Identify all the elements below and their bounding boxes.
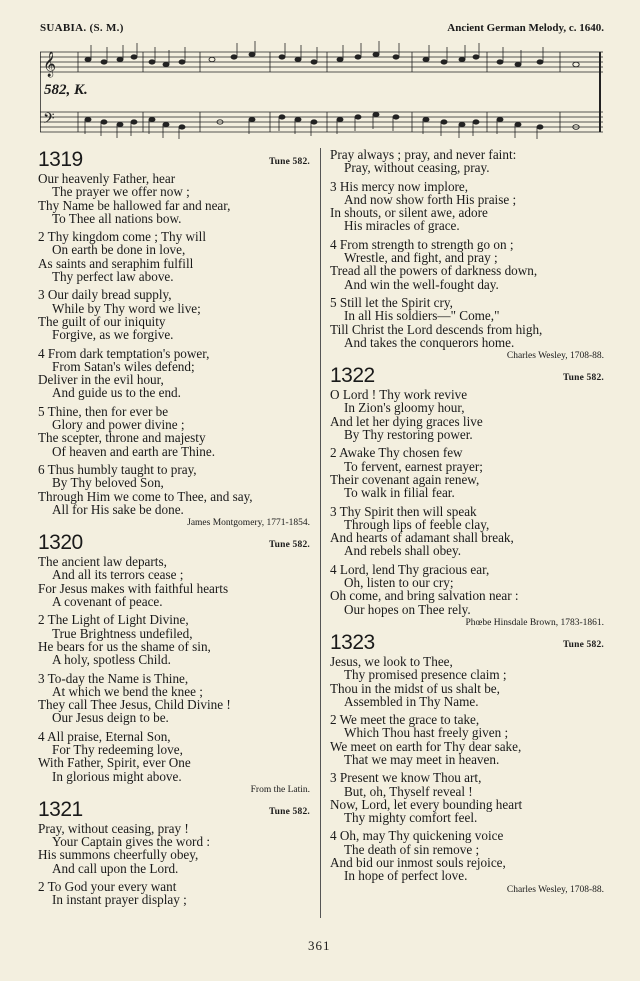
verse-line: Thy promised presence claim ; <box>344 667 507 683</box>
hymn-header <box>38 531 310 555</box>
verse-line: In shouts, or silent awe, adore <box>330 205 488 221</box>
verse-line: In hope of perfect love. <box>344 868 468 884</box>
verse-line: Through lips of feeble clay, <box>344 516 490 532</box>
verse-line: Forgive, as we forgive. <box>52 327 174 343</box>
verse-line: A covenant of peace. <box>52 594 163 610</box>
stanza <box>38 288 310 341</box>
verse-line: 4 From dark temptation's power, <box>38 345 210 361</box>
verse-line: 5 Thine, then for ever be <box>38 403 169 419</box>
verse-line: A holy, spotless Child. <box>52 652 171 668</box>
verse-line: 4 Oh, may Thy quickening voice <box>330 828 504 844</box>
verse-line: His miracles of grace. <box>344 218 460 234</box>
verse-line: For Jesus makes with faithful hearts <box>38 580 229 596</box>
verse-line: The scepter, throne and majesty <box>38 430 206 446</box>
verse-line: In all His soldiers—" Come," <box>344 308 500 324</box>
stanza <box>38 463 310 516</box>
tune-reference: Tune 582. <box>268 157 310 167</box>
stanza <box>330 388 604 441</box>
verse-line: 3 Our daily bread supply, <box>38 287 172 303</box>
verse-line: Your Captain gives the word : <box>52 834 210 850</box>
verse-line: We meet on earth for Thy dear sake, <box>330 738 522 754</box>
verse-line: As saints and seraphim fulfill <box>38 255 194 271</box>
stanza <box>330 446 604 499</box>
verse-line: Of heaven and earth are Thine. <box>52 443 216 459</box>
column-divider <box>320 148 321 918</box>
composer-credit: Ancient German Melody, c. 1640. <box>447 22 604 34</box>
verse-line: Our hopes on Thee rely. <box>344 601 471 617</box>
verse-line: To fervent, earnest prayer; <box>344 458 483 474</box>
verse-line: The guilt of our iniquity <box>38 313 166 329</box>
verse-line: For Thy redeeming love, <box>52 741 183 757</box>
stanza <box>330 180 604 233</box>
attribution: Charles Wesley, 1708-88. <box>506 884 604 895</box>
verse-line: 4 From strength to strength go on ; <box>330 236 514 252</box>
verse-line: Pray, without ceasing, pray. <box>344 160 490 176</box>
hymn-number: 1319 <box>38 148 83 171</box>
stanza <box>330 771 604 824</box>
verse-line: At which we bend the knee ; <box>52 683 203 699</box>
verse-line: Which Thou hast freely given ; <box>344 725 509 741</box>
verse-line: And win the well-fought day. <box>344 276 499 292</box>
stanza <box>330 713 604 766</box>
stanza <box>38 613 310 666</box>
verse-line: 3 Thy Spirit then will speak <box>330 503 477 519</box>
verse-line: They call Thee Jesus, Child Divine ! <box>38 697 231 713</box>
verse-line: 2 To God your every want <box>38 879 177 895</box>
verse-line: Deliver in the evil hour, <box>38 372 164 388</box>
verse-line: Thou in the midst of us shalt be, <box>330 680 500 696</box>
stanza <box>38 405 310 458</box>
verse-line: Thy Name be hallowed far and near, <box>38 197 231 213</box>
stanza <box>330 505 604 558</box>
verse-line: And let her dying graces live <box>330 413 483 429</box>
hymn-header <box>330 364 604 388</box>
verse-line: In glorious might above. <box>52 768 182 784</box>
stanza <box>38 880 310 907</box>
verse-line: Through Him we come to Thee, and say, <box>38 488 253 504</box>
verse-line: 6 Thus humbly taught to pray, <box>38 461 197 477</box>
verse-line: 2 The Light of Light Divine, <box>38 612 189 628</box>
verse-line: All for His sake be done. <box>52 501 184 517</box>
right-column <box>330 148 604 898</box>
stanza <box>330 829 604 882</box>
verse-line: O Lord ! Thy work revive <box>330 387 468 403</box>
svg-text:𝄢: 𝄢 <box>43 110 55 131</box>
verse-line: Jesus, we look to Thee, <box>330 653 453 669</box>
hymn-number: 1322 <box>330 364 375 388</box>
verse-line: The prayer we offer now ; <box>52 184 190 200</box>
verse-line: Wrestle, and fight, and pray ; <box>344 250 498 266</box>
verse-line: Thy perfect law above. <box>52 269 174 285</box>
verse-line: Assembled in Thy Name. <box>344 693 479 709</box>
verse-line: Their covenant again renew, <box>330 471 480 487</box>
tune-title: SUABIA. (S. M.) <box>40 22 124 34</box>
verse-line: To walk in filial fear. <box>344 485 455 501</box>
verse-line: Oh come, and bring salvation near : <box>330 588 519 604</box>
verse-line: And all its terrors cease ; <box>52 567 184 583</box>
verse-line: 3 Present we know Thou art, <box>330 770 482 786</box>
tune-reference: Tune 582. <box>562 639 604 650</box>
verse-line: To Thee all nations bow. <box>52 210 182 226</box>
verse-line: His summons cheerfully obey, <box>38 847 199 863</box>
stanza <box>38 555 310 608</box>
tune-reference: Tune 582. <box>268 806 310 817</box>
hymn-number: 1323 <box>330 630 375 654</box>
verse-line: 3 To-day the Name is Thine, <box>38 670 189 686</box>
verse-line: Our heavenly Father, hear <box>38 171 176 186</box>
verse-line: 4 Lord, lend Thy gracious ear, <box>330 561 490 577</box>
hymn-number: 1321 <box>38 797 83 821</box>
stanza <box>38 230 310 283</box>
left-column <box>38 148 310 912</box>
stanza <box>38 730 310 783</box>
music-score <box>40 40 603 140</box>
stanza <box>38 822 310 875</box>
page-header <box>40 22 604 38</box>
verse-line: And guide us to the end. <box>52 385 181 401</box>
stanza <box>38 672 310 725</box>
attribution: Phœbe Hinsdale Brown, 1783-1861. <box>465 617 604 628</box>
verse-line: Glory and power divine ; <box>52 417 185 433</box>
svg-text:𝄞: 𝄞 <box>43 52 57 77</box>
verse-line: And hearts of adamant shall break, <box>330 530 514 546</box>
page-number: 361 <box>308 938 331 953</box>
verse-line: While by Thy word we live; <box>52 300 201 316</box>
verse-line: And now show forth His praise ; <box>344 191 517 207</box>
stanza <box>330 238 604 291</box>
hymn-number: 1320 <box>38 531 83 555</box>
stanza <box>38 172 310 225</box>
verse-line: By Thy beloved Son, <box>52 475 164 491</box>
verse-line: 2 Awake Thy chosen few <box>330 445 463 461</box>
verse-line: True Brightness undefiled, <box>52 625 193 641</box>
verse-line: And call upon the Lord. <box>52 860 179 876</box>
attribution: From the Latin. <box>250 784 310 795</box>
tune-reference: Tune 582. <box>268 540 310 551</box>
verse-line: From Satan's wiles defend; <box>52 358 195 374</box>
verse-line: 3 His mercy now implore, <box>330 178 469 194</box>
verse-line: 2 Thy kingdom come ; Thy will <box>38 229 207 245</box>
verse-line: And rebels shall obey. <box>344 543 462 559</box>
tune-number-label: 582, K. <box>44 82 88 98</box>
verse-line: In instant prayer display ; <box>52 892 187 908</box>
verse-line: Pray always ; pray, and never faint: <box>330 147 517 162</box>
verse-line: And takes the conquerors home. <box>344 334 515 350</box>
verse-line: With Father, Spirit, ever One <box>38 755 191 771</box>
stanza <box>38 347 310 400</box>
verse-line: 4 All praise, Eternal Son, <box>38 728 171 744</box>
verse-line: Our Jesus deign to be. <box>52 710 169 726</box>
hymn-header <box>38 798 310 822</box>
verse-line: In Zion's gloomy hour, <box>344 400 465 416</box>
verse-line: That we may meet in heaven. <box>344 751 500 767</box>
verse-line: But, oh, Thyself reveal ! <box>344 783 473 799</box>
stanza <box>330 148 604 175</box>
verse-line: Now, Lord, let every bounding heart <box>330 796 523 812</box>
verse-line: Oh, listen to our cry; <box>344 575 454 591</box>
tune-reference: Tune 582. <box>562 373 604 384</box>
verse-line: The death of sin remove ; <box>344 841 480 857</box>
hymn-header <box>38 148 310 172</box>
stanza <box>330 563 604 616</box>
verse-line: Tread all the powers of darkness down, <box>330 263 538 279</box>
verse-line: And bid our inmost souls rejoice, <box>330 855 506 871</box>
verse-line: Thy mighty comfort feel. <box>344 810 478 826</box>
verse-line: 2 We meet the grace to take, <box>330 712 480 728</box>
verse-line: 5 Still let the Spirit cry, <box>330 294 453 310</box>
verse-line: The ancient law departs, <box>38 554 167 570</box>
verse-line: Till Christ the Lord descends from high, <box>330 321 543 337</box>
verse-line: He bears for us the shame of sin, <box>38 638 211 654</box>
verse-line: By Thy restoring power. <box>344 427 473 443</box>
attribution: James Montgomery, 1771-1854. <box>187 518 310 529</box>
stanza <box>330 296 604 349</box>
attribution: Charles Wesley, 1708-88. <box>506 351 604 362</box>
stanza <box>330 655 604 708</box>
verse-line: On earth be done in love, <box>52 242 186 258</box>
verse-line: Pray, without ceasing, pray ! <box>38 820 189 836</box>
hymn-header <box>330 631 604 655</box>
